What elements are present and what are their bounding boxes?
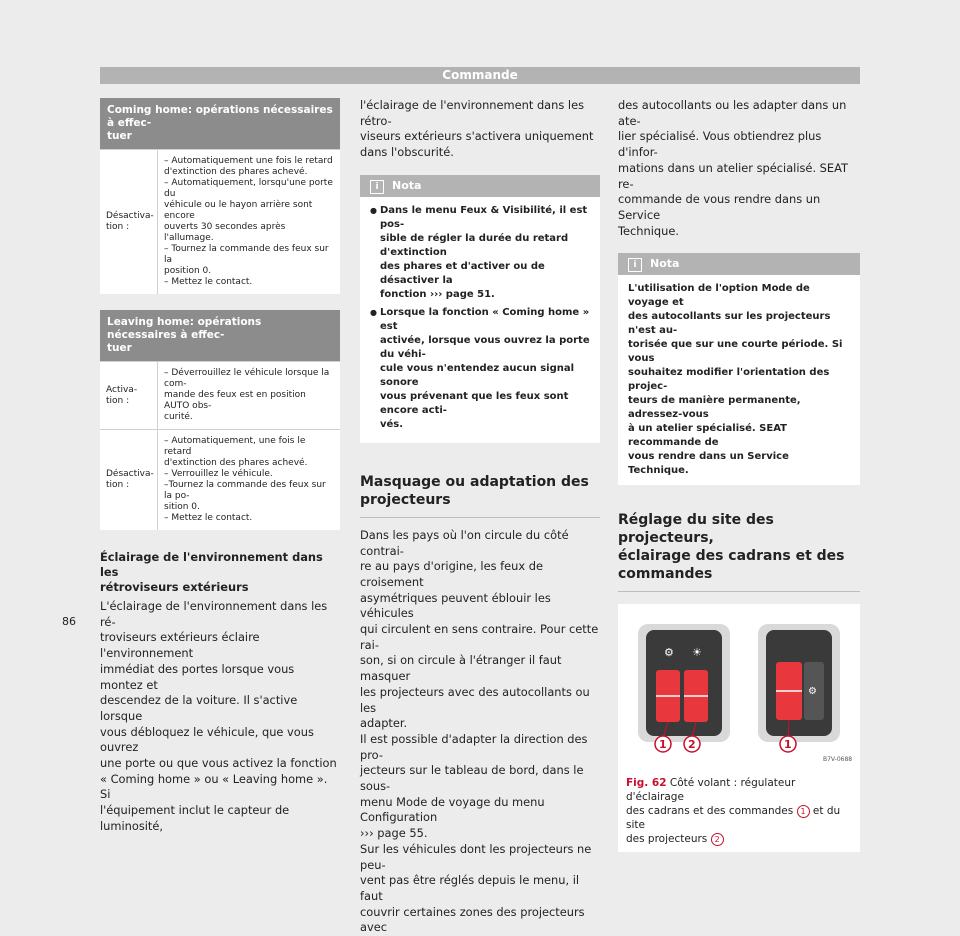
note-title-label: Nota — [650, 257, 680, 271]
table-heading: Coming home: opérations nécessaires à effec- tuer — [100, 98, 340, 149]
row-line: position 0. — [164, 266, 212, 276]
table-row — [100, 149, 340, 294]
row-line: – Tournez la commande des feux sur la — [164, 244, 329, 265]
body-text: L'éclairage de l'environnement dans les ré- troviseurs extérieurs éclaire l'environnement immédiat des portes lorsque vous montez et descendez de la voiture. Il s'active lorsque vous débloquez le véhicule, que vous ouvrez une porte ou que vous activez la fonction « Coming home » ou « Leaving home ». Si l'équipement inclut le capteur de luminosité, — [100, 599, 337, 833]
column-left — [100, 98, 340, 835]
row-line: sition 0. — [164, 502, 200, 512]
table-row — [100, 429, 340, 530]
caption-text: Côté volant : régulateur d'éclairage des cadrans et des commandes — [626, 777, 796, 818]
row-line: véhicule ou le hayon arrière sont encore — [164, 200, 313, 221]
note-box — [618, 253, 860, 485]
note-list — [370, 204, 590, 432]
note-title — [628, 256, 679, 272]
row-label: Activa- tion : — [100, 362, 158, 429]
note-box — [360, 175, 600, 443]
row-line: – Automatiquement, lorsqu'une porte du — [164, 178, 333, 199]
caption-callout: 2 — [711, 833, 724, 846]
note-text: L'utilisation de l'option Mode de voyage et des autocollants sur les projecteurs n'est au- torisée que sur une courte période. Si vous souhaitez modifier l'orientation des projec- teurs de manière permanente, adressez-vous à un atelier spécialisé. SEAT recommande de vous rendre dans un Service Technique. — [628, 283, 843, 477]
row-line: – Verrouillez le véhicule. — [164, 469, 273, 479]
list-item: ● Lorsque la fonction « Coming home » est activée, lorsque vous ouvrez la porte du véhi- cule vous n'entendez aucun signal sonore vous prévenant que les feux sont encore acti- vés. — [370, 306, 590, 432]
control-illustration — [618, 604, 860, 766]
row-line: – Automatiquement une fois le retard — [164, 156, 333, 166]
table-row — [100, 361, 340, 429]
row-line: – Mettez le contact. — [164, 513, 253, 523]
table-heading: Leaving home: opérations nécessaires à effec- tuer — [100, 310, 340, 361]
row-label: Désactiva- tion : — [100, 430, 158, 530]
row-line: – Déverrouillez le véhicule lorsque la com- — [164, 368, 330, 389]
headlight-range-icon: ⚙ — [664, 646, 674, 660]
column-middle — [360, 98, 600, 936]
caption-callout: 1 — [797, 805, 810, 818]
note-title — [370, 178, 421, 194]
section-heading: Éclairage de l'environnement dans les rétroviseurs extérieurs — [100, 550, 323, 594]
headlight-range-icon: ⚙ — [808, 686, 817, 698]
page-header: Commande — [100, 67, 860, 84]
column-right — [618, 98, 860, 852]
section-title: Réglage du site des projecteurs, éclairage des cadrans et des commandes — [618, 511, 860, 592]
section-title: Masquage ou adaptation des projecteurs — [360, 473, 600, 518]
row-line: d'extinction des phares achevé. — [164, 458, 308, 468]
row-line: – Mettez le contact. — [164, 277, 253, 287]
caption-text: et du site des projecteurs — [626, 805, 841, 846]
row-value — [158, 430, 340, 530]
figure-code: B7V-0688 — [823, 756, 853, 764]
row-label: Désactiva- tion : — [100, 150, 158, 294]
body-text: l'éclairage de l'environnement dans les rétro- viseurs extérieurs s'activera uniquement dans l'obscurité. — [360, 98, 594, 160]
row-line: – Automatiquement, une fois le retard — [164, 436, 306, 457]
figure — [618, 604, 860, 852]
callout-label: 1 — [784, 738, 792, 752]
row-line: d'extinction des phares achevé. — [164, 167, 308, 177]
coming-home-table — [100, 98, 340, 294]
dashboard-light-icon: ☀ — [692, 646, 702, 660]
body-text: Dans les pays où l'on circule du côté contrai- re au pays d'origine, les feux de croisement asymétriques peuvent éblouir les véhicules qui circulent en sens contraire. Pour cette rai- son, si on circule à l'étranger il faut masquer les projecteurs avec des autocollants ou les adapter. — [360, 527, 599, 731]
figure-caption — [618, 770, 860, 852]
list-item: ● Dans le menu Feux & Visibilité, il est pos- sible de régler la durée du retard d'extinction des phares et d'activer ou de désactiver la fonction ››› page 51. — [370, 204, 590, 302]
callout-label: 1 — [659, 738, 667, 752]
callout-label: 2 — [688, 738, 696, 752]
body-text: Sur les véhicules dont les projecteurs ne peu- vent pas être réglés depuis le menu, il faut couvrir certaines zones des projecteurs avec — [360, 841, 592, 935]
row-line: –Tournez la commande des feux sur la po- — [164, 480, 326, 501]
row-line: ouverts 30 secondes après l'allumage. — [164, 222, 286, 243]
body-text: des autocollants ou les adapter dans un ate- lier spécialisé. Vous obtiendrez plus d'infor- mations dans un atelier spécialisé. SEAT re- commande de vous rendre dans un Service Technique. — [618, 98, 848, 238]
info-icon: i — [628, 258, 642, 272]
row-value — [158, 150, 340, 294]
note-title-label: Nota — [392, 178, 422, 192]
row-line: mande des feux est en position AUTO obs- — [164, 390, 306, 411]
figure-label: Fig. 62 — [626, 777, 667, 790]
row-value — [158, 362, 340, 429]
row-line: curité. — [164, 412, 193, 422]
body-text: Il est possible d'adapter la direction des pro- jecteurs sur le tableau de bord, dans le sous- menu Mode de voyage du menu Configuration ››› page 55. — [360, 731, 588, 841]
page-number: 86 — [62, 615, 76, 628]
info-icon: i — [370, 180, 384, 194]
leaving-home-table — [100, 310, 340, 530]
